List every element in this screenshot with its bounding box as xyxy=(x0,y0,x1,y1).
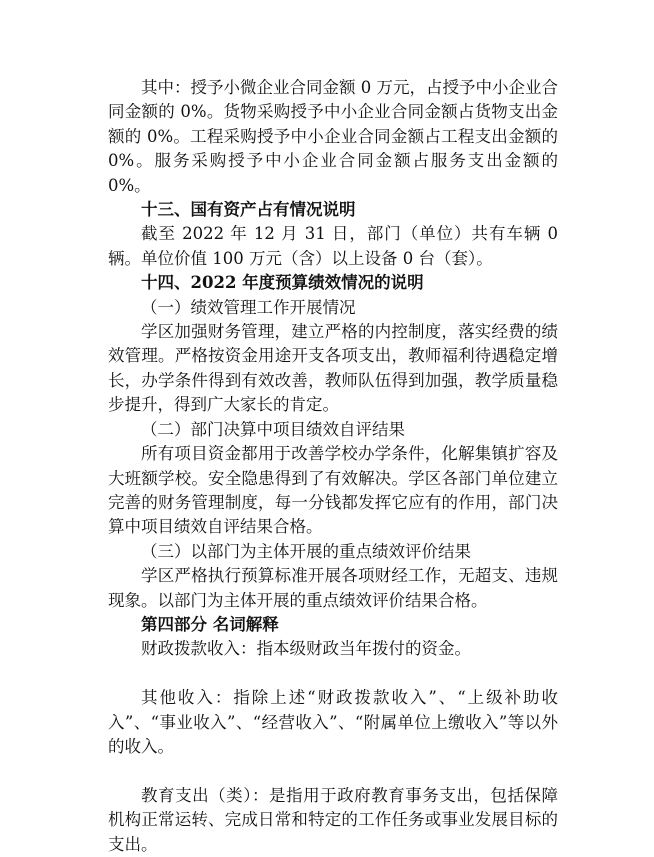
paragraph-state-assets: 截至 2022 年 12 月 31 日，部门（单位）共有车辆 0 辆。单位价值 100 万元（含）以上设备 0 台（套）。 xyxy=(108,224,558,268)
subheading-project-self-evaluation: （二）部门决算中项目绩效自评结果 xyxy=(141,419,405,439)
subheading-performance-management: （一）绩效管理工作开展情况 xyxy=(141,297,356,317)
spacer xyxy=(108,759,558,783)
paragraph-fiscal-income: 财政拨款收入：指本级财政当年拨付的资金。 xyxy=(141,639,471,659)
paragraph-key-evaluation: 学区严格执行预算标准开展各项财经工作，无超支、违规现象。以部门为主体开展的重点绩效评价结果合格。 xyxy=(108,566,558,610)
heading-part-4: 第四部分 名词解释 xyxy=(141,614,279,634)
paragraph-education-expenditure: 教育支出（类）：是指用于政府教育事务支出，包括保障机构正常运转、完成日常和特定的工作任务或事业发展目标的支出。 xyxy=(108,785,558,854)
heading-section-14: 十四、2022 年度预算绩效情况的说明 xyxy=(141,273,424,293)
paragraph-other-income: 其他收入：指除上述“财政拨款收入”、“上级补助收入”、“事业收入”、“经营收入”、“附属单位上缴收入”等以外的收入。 xyxy=(108,688,558,756)
spacer xyxy=(108,662,558,686)
heading-section-13: 十三、国有资产占有情况说明 xyxy=(141,200,356,220)
document-page xyxy=(108,76,558,857)
paragraph-performance-management: 学区加强财务管理，建立严格的内控制度，落实经费的绩效管理。严格按资金用途开支各项支出，教师福利待遇稳定增长，办学条件得到有效改善，教师队伍得到加强，教学质量稳步提升，得到广大家长的肯定。 xyxy=(108,322,558,415)
subheading-key-evaluation: （三）以部门为主体开展的重点绩效评价结果 xyxy=(141,541,471,561)
paragraph-project-self-evaluation: 所有项目资金都用于改善学校办学条件，化解集镇扩容及大班额学校。安全隐患得到了有效解决。学区各部门单位建立完善的财务管理制度，每一分钱都发挥它应有的作用，部门决算中项目绩效自评结果合格。 xyxy=(108,444,558,537)
paragraph-sme-contracts: 其中：授予小微企业合同金额 0 万元，占授予中小企业合同金额的 0%。货物采购授予中小企业合同金额占货物支出金额的 0%。工程采购授予中小企业合同金额占工程支出金额的 0%。服务采购授予中小企业合同金额占服务支出金额的 0%。 xyxy=(108,78,558,195)
